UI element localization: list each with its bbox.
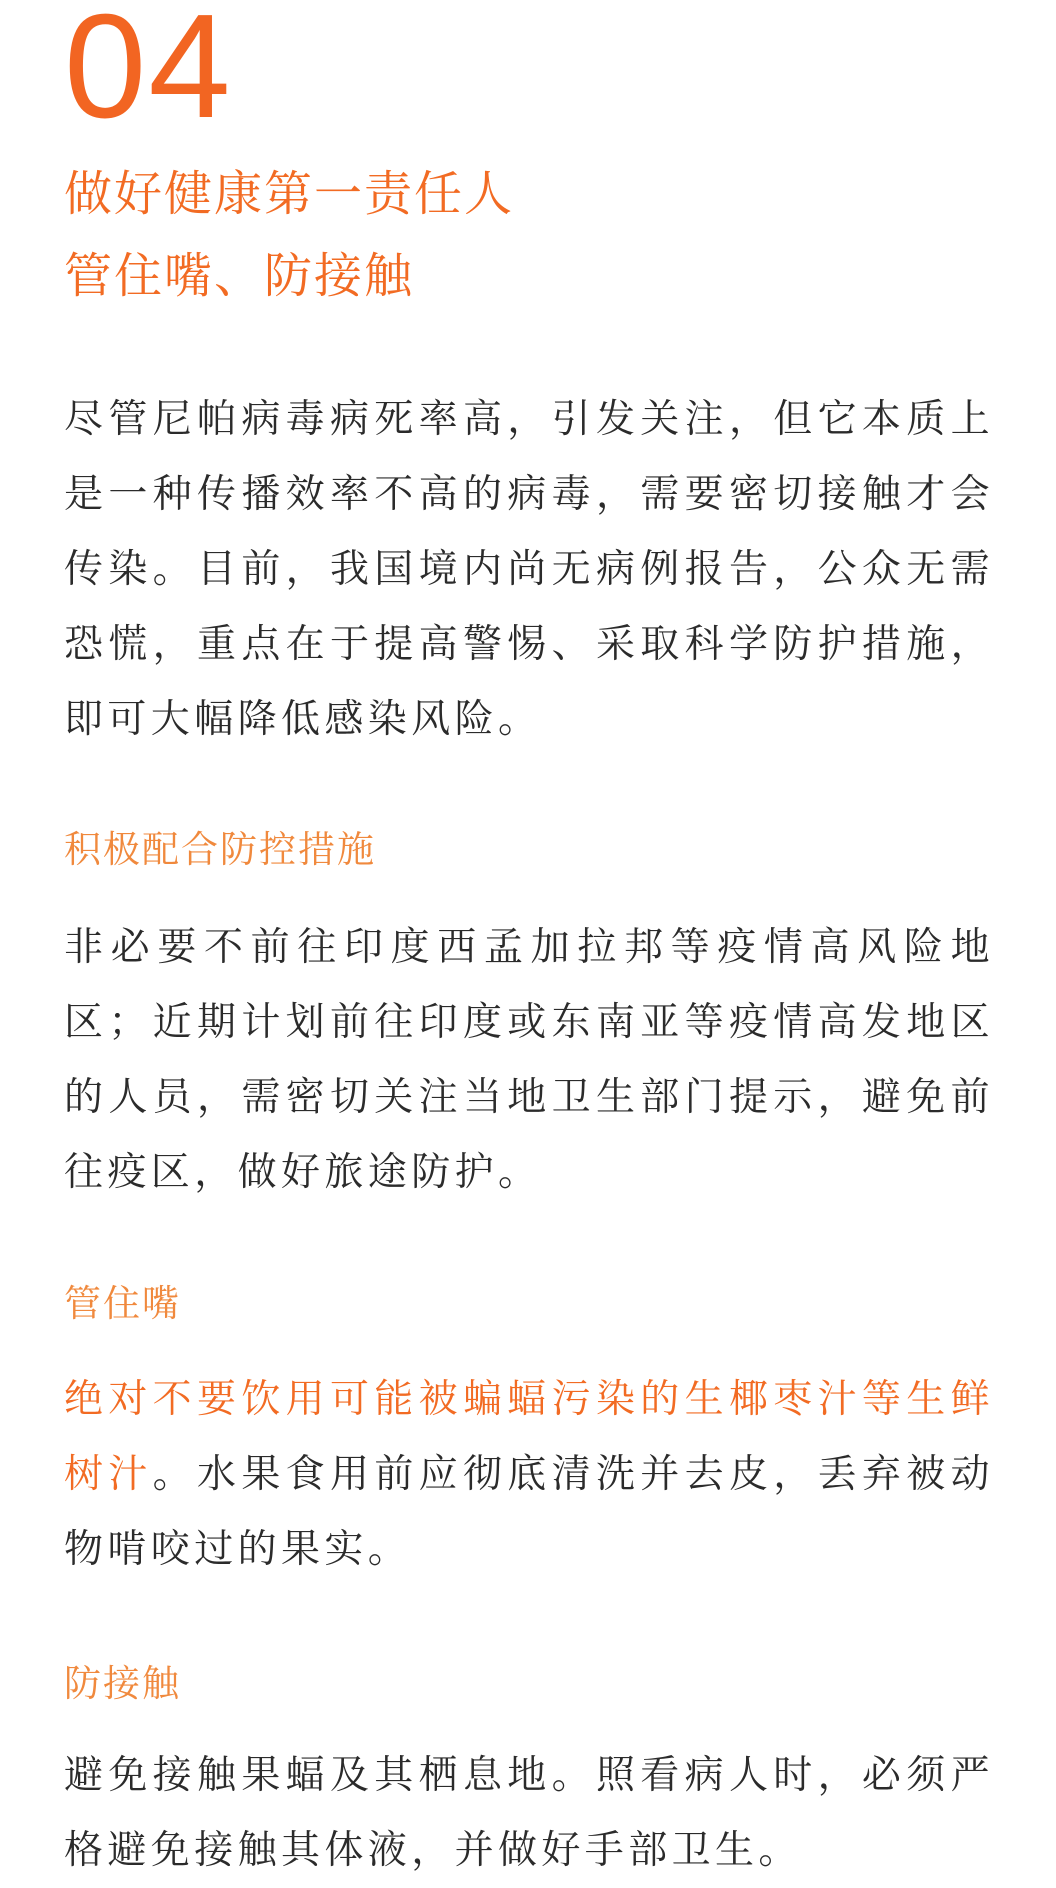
mouth-body-text: 。水果食用前应彻底清洗并去皮，丢弃被动物啃咬过的果实。 (64, 1452, 994, 1572)
mouth-paragraph (64, 1362, 994, 1587)
contact-heading: 防接触 (64, 1662, 181, 1705)
section-title-line-2: 管住嘴、防接触 (64, 248, 415, 304)
intro-paragraph: 尽管尼帕病毒病死率高，引发关注，但它本质上是一种传播效率不高的病毒，需要密切接触才会传染。目前，我国境内尚无病例报告，公众无需恐慌，重点在于提高警惕、采取科学防护措施，即可大幅降低感染风险。 (64, 397, 994, 742)
section-number: 04 (64, 0, 233, 149)
contact-paragraph: 避免接触果蝠及其栖息地。照看病人时，必须严格避免接触其体液，并做好手部卫生。 (64, 1753, 994, 1873)
mouth-highlight-text: 绝对不要饮用可能被蝙蝠污染的生椰枣汁等生鲜树汁 (64, 1377, 994, 1497)
prevention-heading: 积极配合防控措施 (64, 828, 376, 871)
mouth-heading: 管住嘴 (64, 1282, 181, 1325)
section-title-line-1: 做好健康第一责任人 (64, 166, 515, 222)
prevention-paragraph: 非必要不前往印度西孟加拉邦等疫情高风险地区；近期计划前往印度或东南亚等疫情高发地区的人员，需密切关注当地卫生部门提示，避免前往疫区，做好旅途防护。 (64, 925, 994, 1195)
